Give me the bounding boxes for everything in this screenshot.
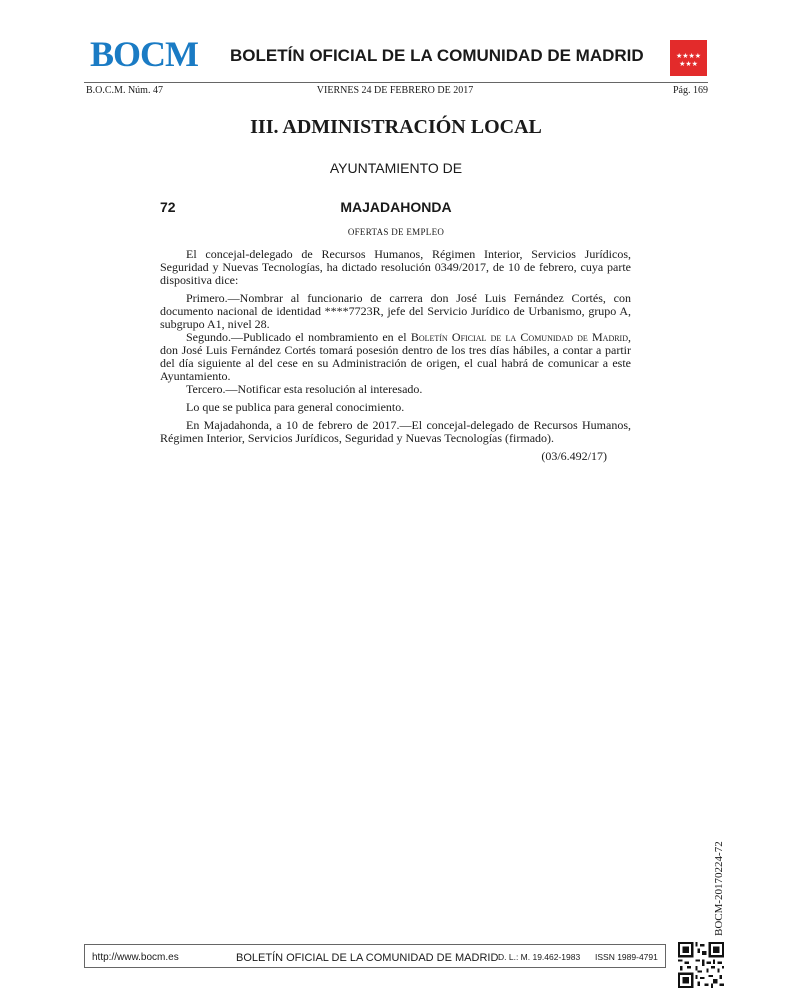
document-id-vertical: BOCM-20170224-72	[713, 841, 725, 936]
gazette-title: BOLETÍN OFICIAL DE LA COMUNIDAD DE MADRID	[230, 46, 644, 65]
footer-url-link[interactable]: http://www.bocm.es	[92, 952, 179, 963]
header-rule	[84, 82, 708, 83]
bocm-logo: BOCM	[90, 34, 198, 74]
page-number: Pág. 169	[673, 85, 708, 96]
segundo-end: , don José Luis Fernández Cortés tomará posesión dentro de los tres días hábiles, a contar a partir del día siguiente al del cese en su Administración de origen, el cual habrá de comunicar a este Ayuntamiento.	[160, 330, 632, 383]
notice-body	[160, 248, 631, 463]
intro-paragraph: El concejal-delegado de Recursos Humanos, Régimen Interior, Servicios Jurídicos, Seguridad y Nuevas Tecnologías, ha dictado resolución 0349/2017, de 10 de febrero, cuya parte dispositiva dice:	[160, 247, 631, 287]
legal-deposit: D. L.: M. 19.462-1983	[498, 952, 581, 962]
primero-paragraph: Primero.—Nombrar al funcionario de carrera don José Luis Fernández Cortés, con documento nacional de identidad ****7723R, jefe del Servicio Jurídico de Urbanismo, grupo A, subgrupo A1, nivel 28.	[160, 291, 631, 331]
ayuntamiento-label: AYUNTAMIENTO DE	[329, 160, 463, 176]
segundo-paragraph	[160, 331, 631, 383]
qr-code-icon	[678, 942, 724, 988]
issn: ISSN 1989-4791	[595, 952, 658, 962]
segundo-start: Segundo.—Publicado el nombramiento en el	[186, 330, 411, 344]
reference-code: (03/6.492/17)	[541, 449, 607, 463]
signature-paragraph: En Majadahonda, a 10 de febrero de 2017.—El concejal-delegado de Recursos Humanos, Régimen Interior, Servicios Jurídicos, Seguridad y Nuevas Tecnologías (firmado).	[160, 418, 631, 445]
gazette-reference: Boletín Oficial de la Comunidad de Madrid	[410, 330, 629, 344]
publication-paragraph: Lo que se publica para general conocimiento.	[186, 400, 405, 414]
footer-title: BOLETÍN OFICIAL DE LA COMUNIDAD DE MADRID	[236, 952, 499, 964]
notice-number: 72	[160, 199, 176, 215]
subsection-title: OFERTAS DE EMPLEO	[347, 227, 445, 237]
section-heading: III. ADMINISTRACIÓN LOCAL	[250, 116, 542, 138]
municipality-name: MAJADAHONDA	[340, 199, 452, 215]
issue-number: B.O.C.M. Núm. 47	[86, 85, 163, 96]
issue-date: VIERNES 24 DE FEBRERO DE 2017	[316, 85, 474, 96]
flag-stars-row-top: ★★★★	[675, 52, 702, 60]
flag-stars-row-bottom: ★★★	[679, 60, 698, 68]
tercero-paragraph: Tercero.—Notificar esta resolución al interesado.	[186, 382, 423, 396]
madrid-flag-icon	[670, 40, 707, 76]
